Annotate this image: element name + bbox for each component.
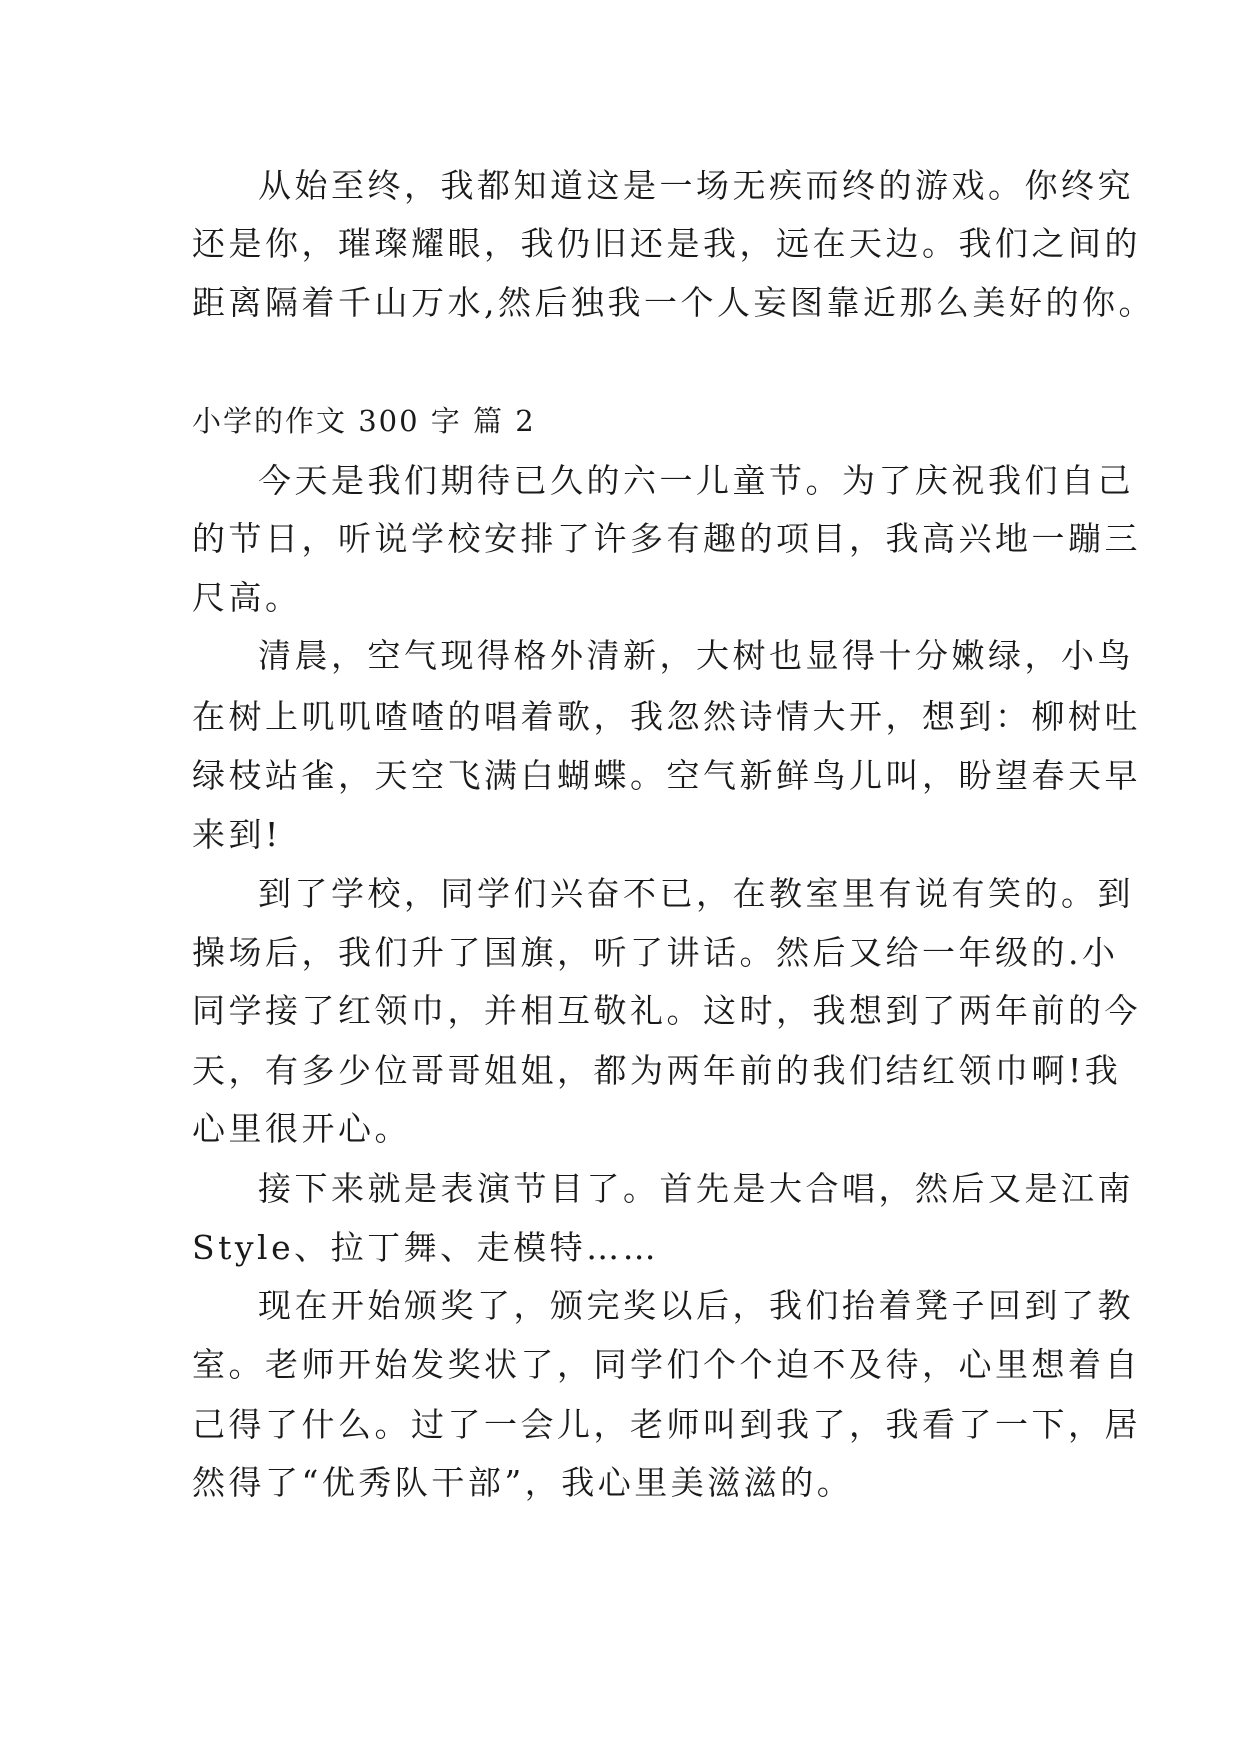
paragraph-line: 接下来就是表演节目了。首先是大合唱，然后又是江南 [258, 1169, 1134, 1208]
paragraph-line: 绿枝站雀，天空飞满白蝴蝶。空气新鲜鸟儿叫，盼望春天早 [192, 756, 1141, 795]
paragraph-line: 己得了什么。过了一会儿，老师叫到我了，我看了一下，居 [192, 1405, 1141, 1444]
paragraph-line: 同学接了红领巾，并相互敬礼。这时，我想到了两年前的今 [192, 991, 1141, 1030]
paragraph-line: 然得了“优秀队干部”，我心里美滋滋的。 [192, 1463, 854, 1502]
paragraph-line: 现在开始颁奖了，颁完奖以后，我们抬着凳子回到了教 [258, 1286, 1134, 1325]
paragraph-line: 心里很开心。 [192, 1109, 411, 1148]
paragraph-line: Style、拉丁舞、走模特…… [192, 1228, 660, 1267]
paragraph-line: 在树上叽叽喳喳的唱着歌，我忽然诗情大开，想到：柳树吐 [192, 697, 1141, 736]
paragraph-line: 尺高。 [192, 578, 302, 617]
paragraph-line: 操场后，我们升了国旗，听了讲话。然后又给一年级的.小 [192, 933, 1119, 972]
intro-line: 还是你，璀璨耀眼，我仍旧还是我，远在天边。我们之间的 [192, 224, 1141, 263]
paragraph-line: 天，有多少位哥哥姐姐，都为两年前的我们结红领巾啊!我 [192, 1051, 1122, 1090]
intro-line: 从始至终，我都知道这是一场无疾而终的游戏。你终究 [258, 166, 1134, 205]
paragraph-line: 室。老师开始发奖状了，同学们个个迫不及待，心里想着自 [192, 1345, 1141, 1384]
paragraph-line: 今天是我们期待已久的六一儿童节。为了庆祝我们自己 [258, 461, 1134, 500]
section-title: 小学的作文 300 字 篇 2 [192, 404, 536, 438]
paragraph-line: 的节日，听说学校安排了许多有趣的项目，我高兴地一蹦三 [192, 519, 1141, 558]
paragraph-line: 来到! [192, 815, 282, 854]
paragraph-line: 到了学校，同学们兴奋不已，在教室里有说有笑的。到 [258, 874, 1134, 913]
paragraph-line: 清晨，空气现得格外清新，大树也显得十分嫩绿，小鸟 [258, 636, 1134, 675]
intro-line: 距离隔着千山万水,然后独我一个人妄图靠近那么美好的你。 [192, 283, 1155, 322]
